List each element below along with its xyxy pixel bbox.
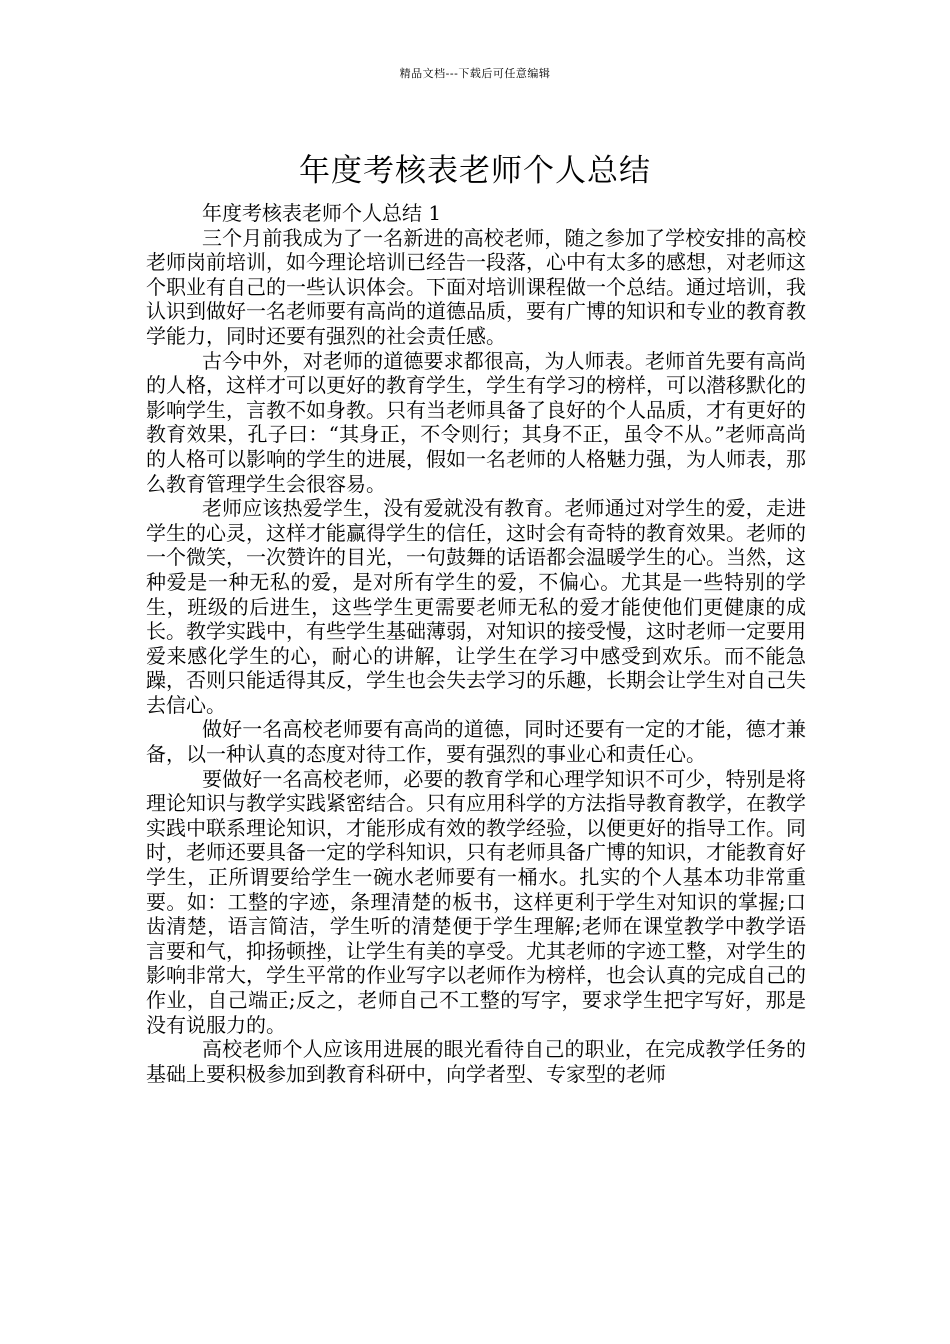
paragraph: 三个月前我成为了一名新进的高校老师，随之参加了学校安排的高校老师岗前培训，如今理论培训已经告一段落，心中有太多的感想，对老师这个职业有自己的一些认识体会。下面对培训课程做一个总结。通过培训，我认识到做好一名老师要有高尚的道德品质，要有广博的知识和专业的教育教学能力，同时还要有强烈的社会责任感。: [146, 225, 806, 348]
document-body: [146, 201, 806, 1086]
section-heading: 年度考核表老师个人总结 1: [202, 201, 442, 225]
paragraph: 做好一名高校老师要有高尚的道德，同时还要有一定的才能，德才兼备，以一种认真的态度对待工作，要有强烈的事业心和责任心。: [146, 717, 806, 767]
paragraph: 高校老师个人应该用进展的眼光看待自己的职业，在完成教学任务的基础上要积极参加到教育科研中，向学者型、专家型的老师: [146, 1037, 806, 1086]
paragraph: 古今中外，对老师的道德要求都很高，为人师表。老师首先要有高尚的人格，这样才可以更好的教育学生，学生有学习的榜样，可以潜移默化的影响学生，言教不如身教。只有当老师具备了良好的个人品质，才有更好的教育效果，孔子曰：“其身正，不令则行；其身不正，虽令不从。”老师高尚的人格可以影响的学生的进展，假如一名老师的人格魅力强，为人师表，那么教育管理学生会很容易。: [146, 348, 806, 496]
paragraph: 要做好一名高校老师，必要的教育学和心理学知识不可少，特别是将理论知识与教学实践紧密结合。只有应用科学的方法指导教育教学，在教学实践中联系理论知识，才能形成有效的教学经验，以便更好的指导工作。同时，老师还要具备一定的学科知识，只有老师具备广博的知识，才能教育好学生，正所谓要给学生一碗水老师要有一桶水。扎实的个人基本功非常重要。如：工整的字迹，条理清楚的板书，这样更利于学生对知识的掌握;口齿清楚，语言简洁，学生听的清楚便于学生理解;老师在课堂教学中教学语言要和气，抑扬顿挫，让学生有美的享受。尤其老师的字迹工整，对学生的影响非常大，学生平常的作业写字以老师作为榜样，也会认真的完成自己的作业，自己端正;反之，老师自己不工整的写字，要求学生把字写好，那是没有说服力的。: [146, 766, 806, 1037]
document-title: 年度考核表老师个人总结: [299, 152, 651, 189]
header-note: 精品文档---下载后可任意编辑: [399, 67, 551, 80]
paragraph: 老师应该热爱学生，没有爱就没有教育。老师通过对学生的爱，走进学生的心灵，这样才能赢得学生的信任，这时会有奇特的教育效果。老师的一个微笑，一次赞许的目光，一句鼓舞的话语都会温暖学生的心。当然，这种爱是一种无私的爱，是对所有学生的爱，不偏心。尤其是一些特别的学生，班级的后进生，这些学生更需要老师无私的爱才能使他们更健康的成长。教学实践中，有些学生基础薄弱，对知识的接受慢，这时老师一定要用爱来感化学生的心，耐心的讲解，让学生在学习中感受到欢乐。而不能急躁，否则只能适得其反，学生也会失去学习的乐趣，长期会让学生对自己失去信心。: [146, 496, 806, 717]
